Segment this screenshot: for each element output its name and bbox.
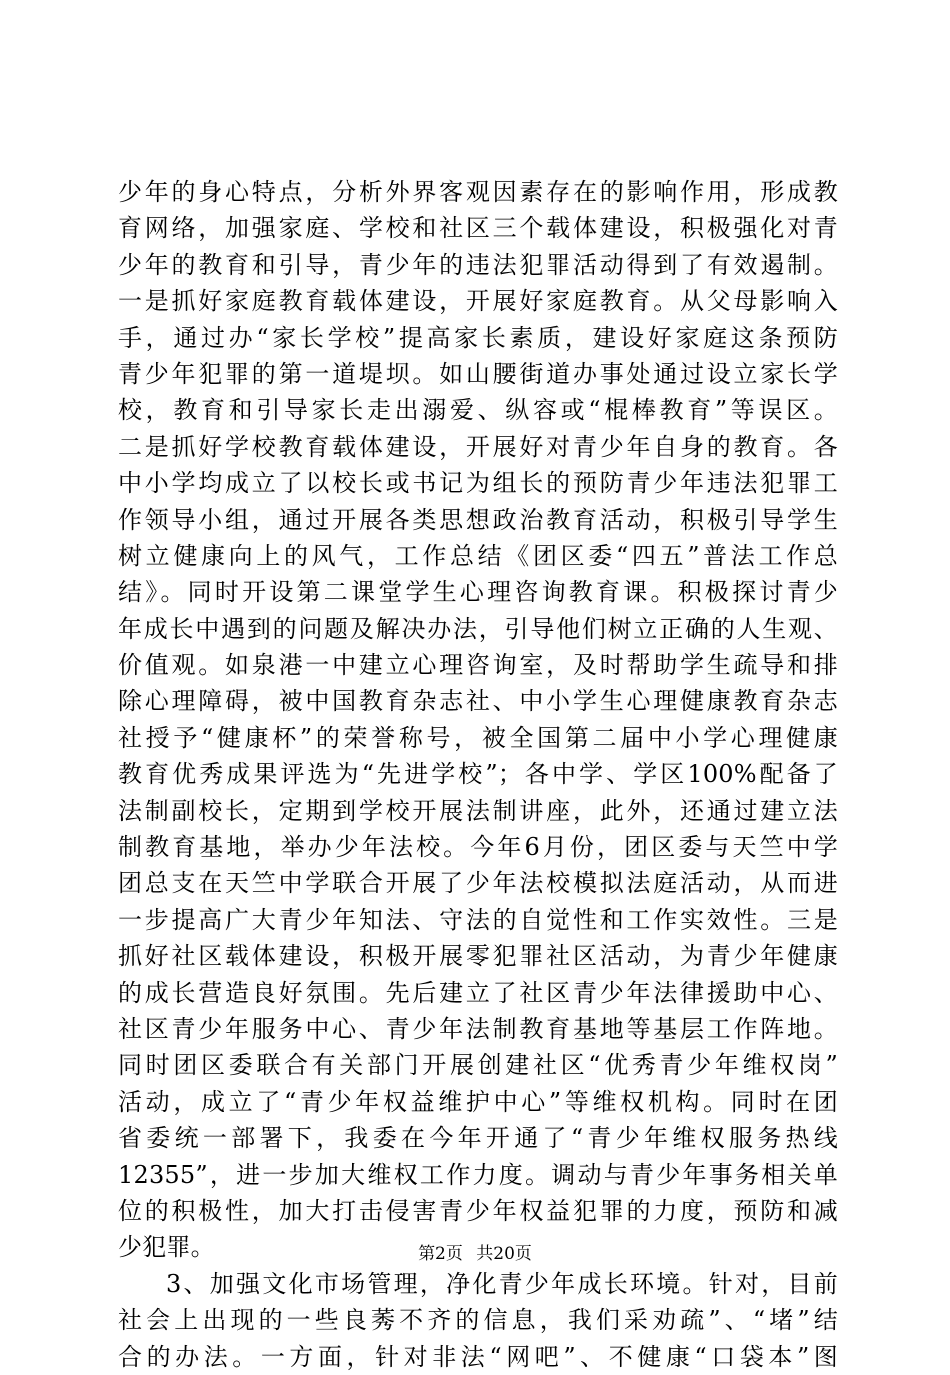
text-line: 手，通过办“家长学校”提高家长素质，建设好家庭这条预防 — [118, 323, 838, 352]
text-line: 一是抓好家庭教育载体建设，开展好家庭教育。从父母影响入 — [118, 287, 838, 316]
text-line: 少年的身心特点，分析外界客观因素存在的影响作用，形成教 — [118, 178, 838, 206]
text-line: 少年的教育和引导，青少年的违法犯罪活动得到了有效遏制。 — [118, 250, 838, 279]
page-footer — [0, 1242, 950, 1266]
text-line: 抓好社区载体建设，积极开展零犯罪社区活动，为青少年健康 — [118, 942, 838, 971]
text-line: 省委统一部署下，我委在今年开通了“青少年维权服务热线 — [118, 1124, 838, 1153]
text-line: 团总支在天竺中学联合开展了少年法校模拟法庭活动，从而进 — [118, 869, 838, 898]
text-line: 3、加强文化市场管理，净化青少年成长环境。针对，目前 — [166, 1269, 838, 1298]
text-line: 树立健康向上的风气，工作总结《团区委“四五”普法工作总 — [118, 541, 838, 570]
text-line: 活动，成立了“青少年权益维护中心”等维权机构。同时在团 — [118, 1087, 838, 1116]
text-line: 法制副校长，定期到学校开展法制讲座，此外，还通过建立法 — [118, 796, 838, 825]
text-line: 制教育基地，举办少年法校。今年6月份，团区委与天竺中学 — [118, 833, 838, 862]
text-line: 社区青少年服务中心、青少年法制教育基地等基层工作阵地。 — [118, 1014, 838, 1043]
text-line: 育网络，加强家庭、学校和社区三个载体建设，积极强化对青 — [118, 214, 838, 243]
text-line: 位的积极性，加大打击侵害青少年权益犯罪的力度，预防和减 — [118, 1196, 838, 1225]
document-body — [118, 174, 838, 1375]
text-line: 除心理障碍，被中国教育杂志社、中小学生心理健康教育杂志 — [118, 687, 838, 716]
text-line: 教育优秀成果评选为“先进学校”；各中学、学区100%配备了 — [118, 760, 838, 789]
text-line: 结》。同时开设第二课堂学生心理咨询教育课。积极探讨青少 — [118, 578, 838, 607]
text-line: 年成长中遇到的问题及解决办法，引导他们树立正确的人生观、 — [118, 614, 838, 643]
text-line: 校，教育和引导家长走出溺爱、纵容或“棍棒教育”等误区。 — [118, 396, 838, 425]
text-line: 12355”，进一步加大维权工作力度。调动与青少年事务相关单 — [118, 1160, 838, 1189]
text-line: 价值观。如泉港一中建立心理咨询室，及时帮助学生疏导和排 — [118, 651, 838, 680]
text-line: 合的办法。一方面，针对非法“网吧”、不健康“口袋本”图 — [118, 1342, 838, 1371]
text-line: 中小学均成立了以校长或书记为组长的预防青少年违法犯罪工 — [118, 469, 838, 498]
text-line: 少犯罪。 — [118, 1233, 215, 1262]
text-line: 社会上出现的一些良莠不齐的信息，我们采劝疏”、“堵”结 — [118, 1306, 838, 1335]
text-line: 二是抓好学校教育载体建设，开展好对青少年自身的教育。各 — [118, 432, 838, 461]
text-line: 同时团区委联合有关部门开展创建社区“优秀青少年维权岗” — [118, 1051, 838, 1080]
page-total: 共20页 — [476, 1244, 532, 1264]
text-line: 作领导小组，通过开展各类思想政治教育活动，积极引导学生 — [118, 505, 838, 534]
page-number: 第2页 — [418, 1244, 463, 1264]
text-line: 的成长营造良好氛围。先后建立了社区青少年法律援助中心、 — [118, 978, 838, 1007]
text-line: 一步提高广大青少年知法、守法的自觉性和工作实效性。三是 — [118, 905, 838, 934]
text-line: 青少年犯罪的第一道堤坝。如山腰街道办事处通过设立家长学 — [118, 359, 838, 388]
text-line: 社授予“健康杯”的荣誉称号，被全国第二届中小学心理健康 — [118, 723, 838, 752]
